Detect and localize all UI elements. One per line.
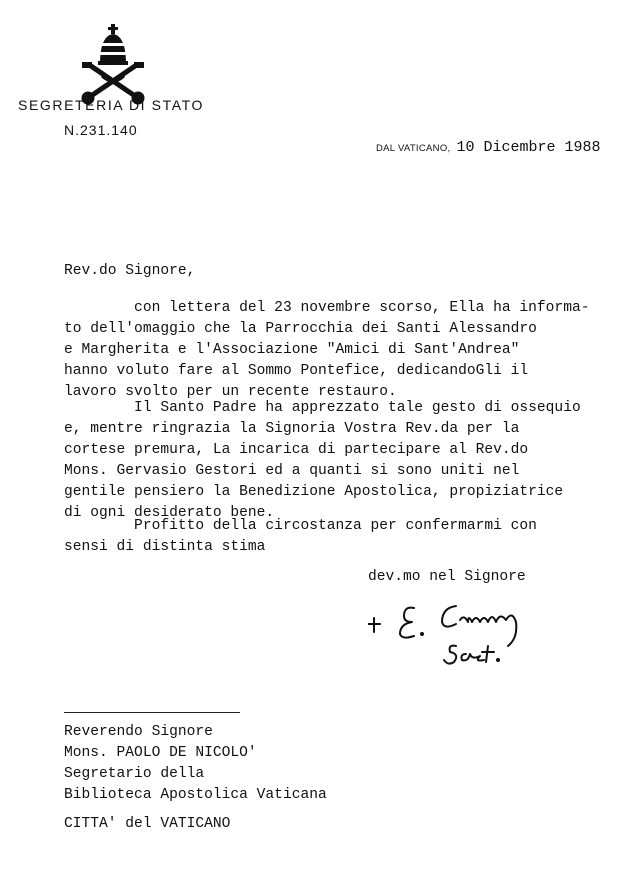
- text-line: Profitto della circostanza per confermarmi con: [64, 518, 537, 534]
- paragraph: [64, 516, 600, 558]
- paragraph: [64, 298, 600, 403]
- text-line: lavoro svolto per un recente restauro.: [64, 384, 397, 400]
- papal-emblem-icon: [80, 24, 146, 106]
- text-line: Il Santo Padre ha apprezzato tale gesto di ossequio: [64, 400, 581, 416]
- address-line: Mons. PAOLO DE NICOLO': [64, 745, 257, 761]
- letter-date: 10 Dicembre 1988: [456, 139, 601, 156]
- divider: [64, 712, 240, 713]
- text-line: con lettera del 23 novembre scorso, Ella ha informa-: [64, 300, 590, 316]
- office-title: SEGRETERIA DI STATO: [18, 97, 204, 113]
- text-line: di ogni desiderato bene.: [64, 505, 275, 521]
- place-label: DAL VATICANO,: [376, 143, 451, 154]
- closing-formula: dev.mo nel Signore: [368, 569, 526, 585]
- salutation: Rev.do Signore,: [64, 263, 196, 279]
- address-line: Reverendo Signore: [64, 724, 213, 740]
- text-line: Mons. Gervasio Gestori ed a quanti si sono uniti nel: [64, 463, 520, 479]
- text-line: sensi di distinta stima: [64, 539, 266, 555]
- address-line: Biblioteca Apostolica Vaticana: [64, 787, 327, 803]
- address-line: Segretario della: [64, 766, 205, 782]
- text-line: hanno voluto fare al Sommo Pontefice, dedicandoGli il: [64, 363, 529, 379]
- text-line: gentile pensiero la Benedizione Apostolica, propiziatrice: [64, 484, 564, 500]
- text-line: cortese premura, La incarica di partecipare al Rev.do: [64, 442, 529, 458]
- text-line: e, mentre ringrazia la Signoria Vostra Rev.da per la: [64, 421, 520, 437]
- protocol-number: N.231.140: [64, 122, 138, 138]
- recipient-city: CITTA' del VATICANO: [64, 816, 231, 832]
- recipient-address: [64, 722, 327, 806]
- handwritten-signature: [368, 598, 538, 670]
- text-line: to dell'omaggio che la Parrocchia dei Santi Alessandro: [64, 321, 537, 337]
- text-line: e Margherita e l'Associazione "Amici di Sant'Andrea": [64, 342, 520, 358]
- paragraph: [64, 398, 600, 524]
- dateline: [368, 120, 601, 156]
